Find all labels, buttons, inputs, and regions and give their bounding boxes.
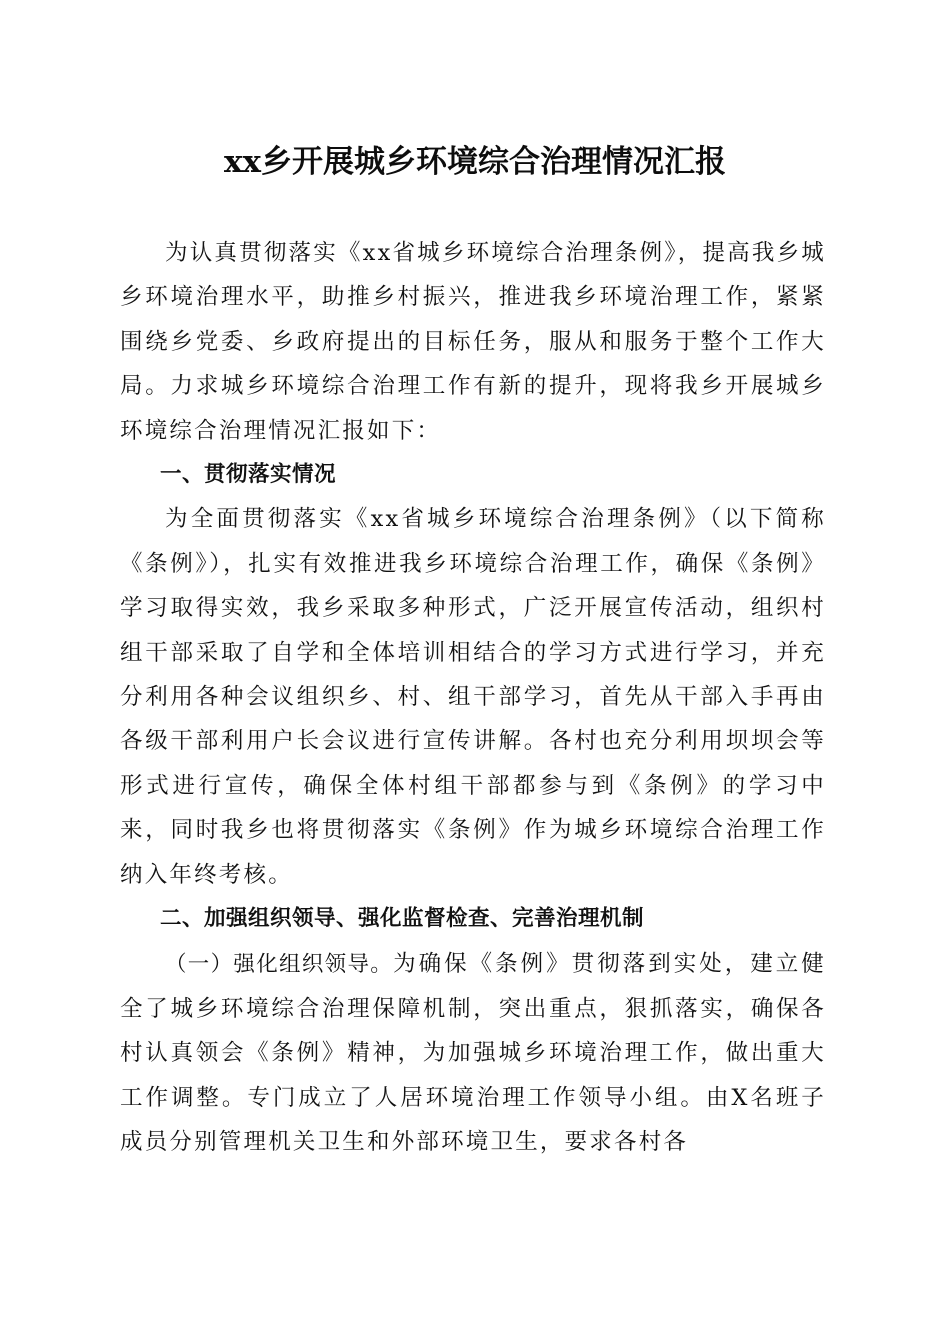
section-2-paragraph-text: 为确保《条例》贯彻落到实处，建立健全了城乡环境综合治理保障机制，突出重点，狠抓落实，确保各村认真领会《条例》精神，为加强城乡环境治理工作，做出重大工作调整。专门成立了人居环境治理工作领导小组。由X名班子成员分别管理机关卫生和外部环境卫生，要求各村各 bbox=[120, 950, 826, 1156]
intro-paragraph: 为认真贯彻落实《xx省城乡环境综合治理条例》，提高我乡城乡环境治理水平，助推乡村振兴，推进我乡环境治理工作，紧紧围绕乡党委、乡政府提出的目标任务，服从和服务于整个工作大局。力求城乡环境综合治理工作有新的提升，现将我乡开展城乡环境综合治理情况汇报如下： bbox=[120, 240, 826, 444]
document-title: xx乡开展城乡环境综合治理情况汇报 bbox=[224, 144, 726, 180]
section-2-subheading: （一）强化组织领导。 bbox=[165, 951, 394, 977]
section-2-heading: 二、加强组织领导、强化监督检查、完善治理机制 bbox=[160, 906, 645, 932]
section-1-paragraph: 为全面贯彻落实《xx省城乡环境综合治理条例》（以下简称《条例》），扎实有效推进我乡环境综合治理工作，确保《条例》学习取得实效，我乡采取多种形式，广泛开展宣传活动，组织村组干部采取了自学和全体培训相结合的学习方式进行学习，并充分利用各种会议组织乡、村、组干部学习，首先从干部入手再由各级干部利用户长会议进行宣传讲解。各村也充分利用坝坝会等形式进行宣传，确保全体村组干部都参与到《条例》的学习中来，同时我乡也将贯彻落实《条例》作为城乡环境综合治理工作纳入年终考核。 bbox=[120, 506, 826, 888]
section-2-paragraph bbox=[120, 942, 826, 1165]
section-1-heading: 一、贯彻落实情况 bbox=[160, 462, 337, 488]
document-body bbox=[120, 231, 826, 1165]
